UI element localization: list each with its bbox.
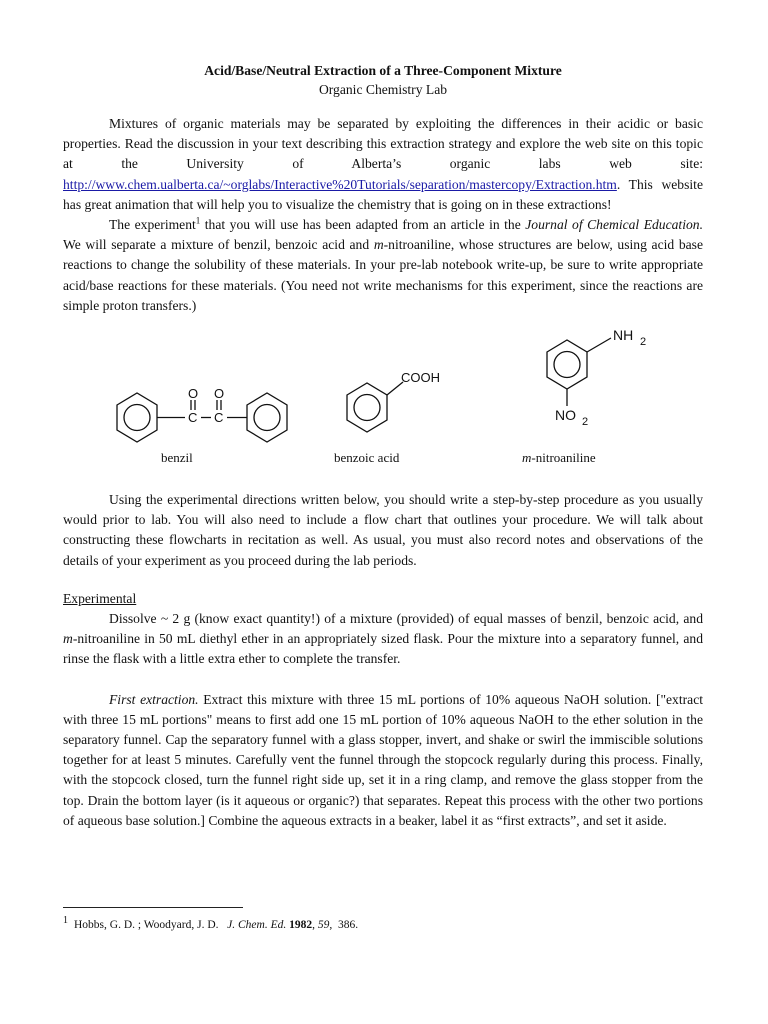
benzil-ring-left bbox=[117, 393, 157, 442]
benzil-ring-right-aromatic bbox=[254, 405, 280, 431]
footnote-number: 1 bbox=[63, 915, 68, 926]
footnote-ref[interactable]: 1 bbox=[195, 215, 201, 226]
cooh-group: COOH bbox=[401, 370, 440, 386]
intro2-text-d: -nitroaniline, whose structures are below, using acid base reactions to change the solubility of these materials. In your pre-lab notebook write-up, be sure to write appropriate acid/base reactions for these materials. (You need not write mechanisms for this experiment, since the reactions are simple proton transfers.) bbox=[63, 237, 703, 313]
no2-group-sub: 2 bbox=[582, 416, 589, 429]
benzil-ring-left-aromatic bbox=[124, 405, 150, 431]
intro2-text-b: that you will use has been adapted from an article in the bbox=[200, 217, 526, 233]
intro-paragraph-2 bbox=[63, 215, 703, 316]
nitro-label-italic: m bbox=[522, 450, 532, 466]
footnote-journal: J. Chem. Ed. bbox=[227, 918, 287, 931]
procedure-paragraph: Using the experimental directions written below, you should write a step-by-step procedure as you usually would prior to lab. You will also need to include a flow chart that outlines your procedure. We will talk about constructing these flowcharts in recitation as well. As usual, you must also record notes and observations of the details of your experiment as you proceed during the lab periods. bbox=[63, 492, 703, 568]
benzoic-ring bbox=[347, 383, 387, 432]
footnote-page: 386. bbox=[338, 918, 359, 931]
nh2-group-sub: 2 bbox=[640, 336, 647, 349]
intro2-text-a: The experiment bbox=[109, 217, 196, 233]
meta-prefix: m bbox=[373, 237, 384, 253]
benzil-c-left: C bbox=[188, 410, 198, 426]
exp1-text-b: -nitroaniline in 50 mL diethyl ether in an appropriately sized flask. Pour the mixture into a separatory funnel, and rinse the flask with a little extra ether to complete the transfer. bbox=[63, 631, 703, 667]
nitroaniline-label bbox=[522, 448, 596, 468]
intro-text-1: Mixtures of organic materials may be separated by exploiting the differences in their acidic or basic properties. Read the discussion in your text describing this extraction strategy and explore the web site on this topic at the University of Alberta’s organic labs web site: bbox=[63, 116, 703, 172]
document-subtitle: Organic Chemistry Lab bbox=[318, 82, 448, 97]
benzil-o-right: O bbox=[214, 386, 225, 402]
experimental-heading: Experimental bbox=[63, 590, 137, 606]
footnote-divider bbox=[63, 907, 243, 908]
benzil-ring-right bbox=[247, 393, 287, 442]
nitro-label-rest: -nitroaniline bbox=[531, 450, 596, 466]
footnote-year: 1982 bbox=[289, 918, 313, 931]
nitroaniline-ring bbox=[547, 340, 587, 389]
intro2-text-c: We will separate a mixture of benzil, benzoic acid and bbox=[63, 237, 374, 253]
alberta-link[interactable]: http://www.chem.ualberta.ca/~orglabs/Interactive%20Tutorials/separation/mastercopy/Extraction.htm bbox=[63, 176, 617, 192]
exp1-meta: m bbox=[63, 631, 73, 647]
document-title: Acid/Base/Neutral Extraction of a Three-Component Mixture bbox=[204, 63, 562, 78]
benzoic-ring-aromatic bbox=[354, 395, 380, 421]
experimental-paragraph-2 bbox=[63, 690, 703, 831]
first-extraction-label: First extraction. bbox=[109, 691, 199, 707]
benzil-c-right: C bbox=[214, 410, 224, 426]
intro-paragraph-1 bbox=[63, 114, 703, 215]
experimental-paragraph-1 bbox=[63, 609, 703, 670]
document-page bbox=[63, 62, 703, 831]
exp1-text-a: Dissolve ~ 2 g (know exact quantity!) of a mixture (provided) of equal masses of benzil, benzoic acid, and bbox=[109, 611, 703, 627]
intro-text-2: . This website has great animation that will help you to visualize the chemistry that is going on in these extractions! bbox=[63, 176, 703, 212]
footnote-authors: Hobbs, G. D. ; Woodyard, J. D. bbox=[74, 918, 219, 931]
nitroaniline-ring-aromatic bbox=[554, 352, 580, 378]
benzoic-acid-label: benzoic acid bbox=[334, 450, 400, 466]
nh2-group-n: NH bbox=[613, 327, 634, 344]
no2-group-n: NO bbox=[555, 407, 576, 424]
footnote: 1 Hobbs, G. D. ; Woodyard, J. D. J. Chem. Ed. 1982, 59, 386. bbox=[63, 915, 359, 931]
benzil-o-left: O bbox=[188, 386, 199, 402]
benzil-label: benzil bbox=[161, 450, 193, 466]
footnote-volume: 59, bbox=[317, 918, 333, 931]
chemical-structures bbox=[63, 320, 703, 470]
first-extraction-text: Extract this mixture with three 15 mL portions of 10% aqueous NaOH solution. ["extract with three 15 mL portions" means to first add one 15 mL portion of 10% aqueous NaOH to the ether solution in the separatory funnel. Cap the separatory funnel with a glass stopper, invert, and shake or swirl the immiscible solutions together for at least 5 minutes. Carefully vent the funnel through the stopcock regularly during this process. Finally, with the stopcock closed, turn the funnel right side up, set it in a ring clamp, and remove the glass stopper from the top. Drain the bottom layer (is it aqueous or organic?) that separates. Repeat this process with the other two portions of aqueous base solution.] Combine the aqueous extracts in a beaker, label it as “first extracts”, and set it aside. bbox=[63, 691, 703, 828]
journal-name: Journal of Chemical Education. bbox=[525, 217, 703, 233]
